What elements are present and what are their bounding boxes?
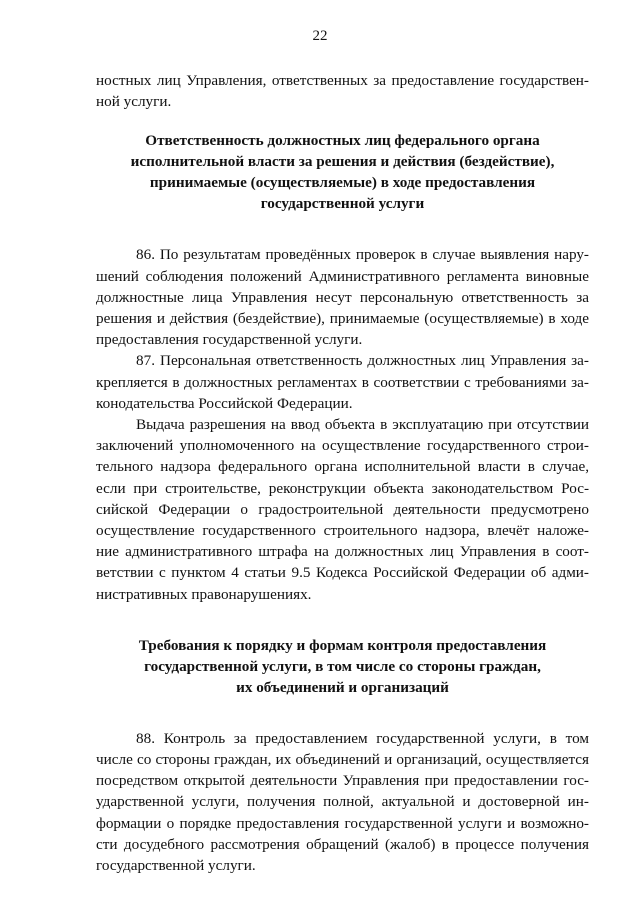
text-line: 87. Персональная ответственность должностных лиц Управления за- [136, 352, 589, 370]
text-line: государственной услуги. [96, 857, 256, 875]
text-line: сти досудебного рассмотрения обращений (жалоб) в процессе получения [96, 835, 589, 853]
text-line: ударственной услуги, получения полной, актуальной и достоверной ин- [96, 793, 589, 811]
text-line: 88. Контроль за предоставлением государственной услуги, в том [136, 729, 589, 747]
text-line: Выдача разрешения на ввод объекта в эксплуатацию при отсутствии [136, 416, 589, 434]
heading-line: принимаемые (осуществляемые) в ходе предоставления [149, 174, 536, 192]
section-heading-control [96, 635, 589, 698]
text-line: крепляется в должностных регламентах в соответствии с требованиями за- [96, 373, 589, 391]
page-number: 22 [312, 28, 328, 44]
text-line: шений соблюдения положений Административного регламента виновные [96, 267, 589, 285]
heading-line: государственной услуги, в том числе со стороны граждан, [144, 657, 541, 675]
paragraph-permit-penalty [96, 414, 589, 605]
text-line: посредством открытой деятельности Управления при предоставлении гос- [96, 772, 589, 790]
text-line: тельного надзора федерального органа исполнительной власти в случае, [96, 458, 589, 476]
text-line: должностные лица Управления несут персональную ответственность за [96, 288, 589, 306]
text-line: ветствии с пунктом 4 статьи 9.5 Кодекса Российской Федерации об адми- [96, 564, 589, 582]
text-line: 86. По результатам проведённых проверок в случае выявления нару- [136, 246, 589, 264]
heading-line: их объединений и организаций [236, 678, 449, 696]
text-line: заключений уполномоченного на осуществление государственного строи- [96, 437, 589, 455]
text-line: решения и действия (бездействие), принимаемые (осуществляемые) в ходе [96, 310, 589, 328]
text-line: формации о порядке предоставления государственной услуги и возможно- [96, 814, 589, 832]
heading-line: Требования к порядку и формам контроля предоставления [138, 636, 547, 654]
page-content [96, 70, 589, 876]
text-line: конодательства Российской Федерации. [96, 394, 353, 412]
heading-line: Ответственность должностных лиц федерального органа [145, 132, 540, 150]
heading-line: государственной услуги [260, 195, 425, 213]
section-heading-responsibility [96, 130, 589, 214]
text-line: нистративных правонарушениях. [96, 585, 312, 603]
intro-paragraph [96, 70, 589, 112]
text-line: осуществление государственного строительного надзора, влечёт наложе- [96, 522, 589, 540]
text-line: числе со стороны граждан, их объединений и организаций, осуществляется [96, 751, 589, 769]
text-line: ностных лиц Управления, ответственных за предоставление государствен- [96, 72, 589, 89]
text-line: ние административного штрафа на должностных лиц Управления в соот- [96, 543, 589, 561]
paragraph-88 [96, 728, 589, 876]
paragraph-86 [96, 244, 589, 350]
text-line: ной услуги. [96, 93, 172, 111]
text-line: сийской Федерации о градостроительной деятельности предусмотрено [96, 500, 589, 518]
heading-line: исполнительной власти за решения и действия (бездействие), [130, 153, 555, 171]
text-line: предоставления государственной услуги. [96, 331, 363, 349]
text-line: если при строительстве, реконструкции объекта законодательством Рос- [96, 479, 589, 497]
paragraph-87 [96, 350, 589, 414]
